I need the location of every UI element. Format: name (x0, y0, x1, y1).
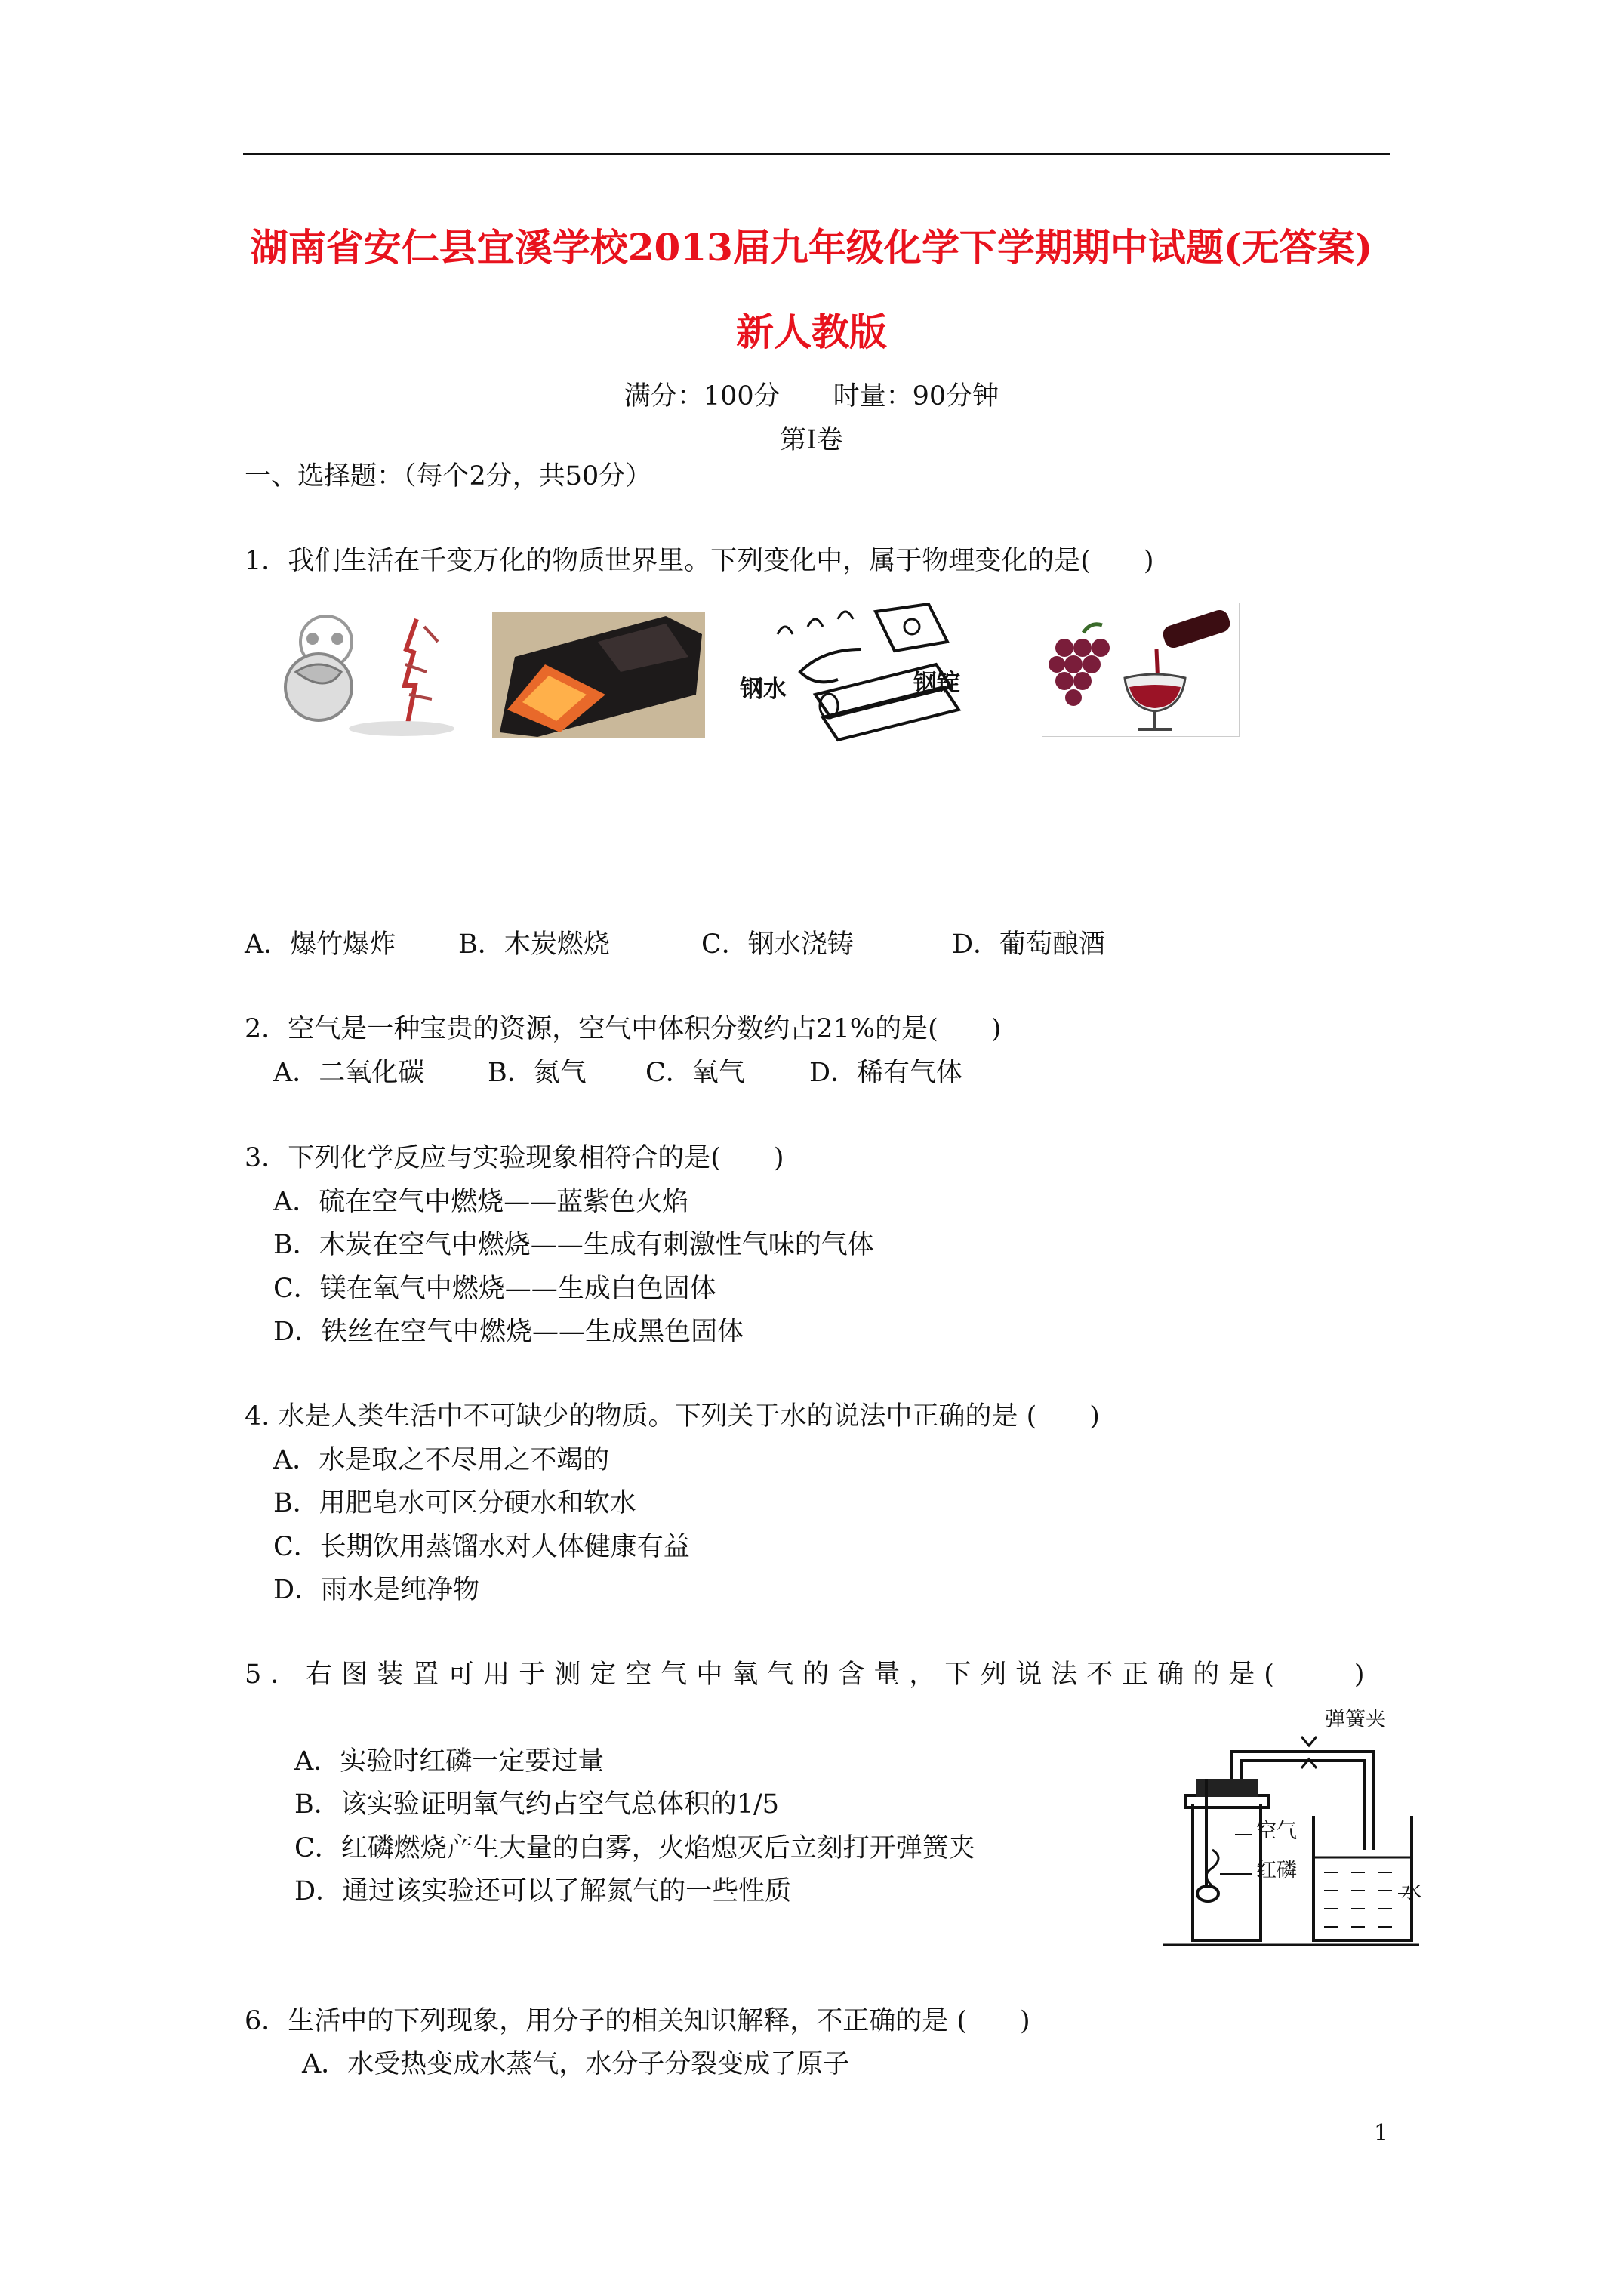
q4-option-c[interactable]: C．长期饮用蒸馏水对人体健康有益 (273, 1532, 690, 1562)
question-6-stem: 6．生活中的下列现象，用分子的相关知识解释，不正确的是 ( ) (245, 2006, 1030, 2036)
red-phosphorus-label: 红磷 (1256, 1859, 1297, 1882)
q5-option-d[interactable]: D．通过该实验还可以了解氮气的一些性质 (294, 1876, 792, 1906)
q3-option-a[interactable]: A．硫在空气中燃烧——蓝紫色火焰 (273, 1187, 689, 1217)
paper-title: 湖南省安仁县宜溪学校2013届九年级化学下学期期中试题(无答案) (250, 225, 1373, 270)
molten-steel-label: 钢水 (740, 676, 787, 703)
q5-option-b[interactable]: B．该实验证明氧气约占空气总体积的1/5 (294, 1789, 780, 1820)
question-1-stem: 1．我们生活在千变万化的物质世界里。下列变化中，属于物理变化的是( ) (245, 546, 1154, 576)
q3-option-c[interactable]: C．镁在氧气中燃烧——生成白色固体 (273, 1274, 716, 1304)
question-2-stem: 2．空气是一种宝贵的资源，空气中体积分数约占21%的是( ) (245, 1014, 1002, 1044)
steel-ingot-label: 钢锭 (913, 670, 960, 697)
spring-clip-label: 弹簧夹 (1325, 1708, 1386, 1731)
q2-option-c[interactable]: C．氧气 (645, 1058, 745, 1088)
volume-label: 第Ⅰ卷 (780, 425, 843, 455)
firecracker-picture (266, 604, 462, 740)
q6-option-a[interactable]: A．水受热变成水蒸气，水分子分裂变成了原子 (302, 2049, 850, 2079)
q4-option-a[interactable]: A．水是取之不尽用之不竭的 (273, 1445, 610, 1475)
q1-option-a[interactable]: A．爆竹爆炸 (245, 929, 396, 960)
q2-option-b[interactable]: B．氮气 (488, 1058, 587, 1088)
air-label: 空气 (1256, 1820, 1297, 1843)
q3-option-b[interactable]: B．木炭在空气中燃烧——生成有刺激性气味的气体 (273, 1230, 874, 1260)
header-rule (243, 153, 1390, 155)
time-limit: 时量：90分钟 (833, 381, 999, 411)
q1-option-d[interactable]: D．葡萄酿酒 (952, 929, 1106, 960)
q1-option-c[interactable]: C．钢水浇铸 (701, 929, 854, 960)
q5-option-a[interactable]: A．实验时红磷一定要过量 (294, 1746, 605, 1777)
q3-option-d[interactable]: D．铁丝在空气中燃烧——生成黑色固体 (273, 1317, 744, 1347)
section-heading: 一、选择题：（每个2分，共50分） (245, 461, 652, 492)
water-label: 水 (1401, 1880, 1421, 1903)
q4-option-d[interactable]: D．雨水是纯净物 (273, 1575, 480, 1605)
paper-title-edition: 新人教版 (736, 310, 887, 354)
charcoal-burning-picture (492, 612, 705, 738)
page-number: 1 (1374, 2120, 1389, 2147)
q4-option-b[interactable]: B．用肥皂水可区分硬水和软水 (273, 1488, 636, 1518)
q2-option-d[interactable]: D．稀有气体 (809, 1058, 963, 1088)
q5-option-c[interactable]: C．红磷燃烧产生大量的白雾，火焰熄灭后立刻打开弹簧夹 (294, 1833, 975, 1863)
full-score: 满分：100分 (624, 381, 781, 411)
question-3-stem: 3．下列化学反应与实验现象相符合的是( ) (245, 1143, 784, 1173)
question-5-stem: 5．右图装置可用于测定空气中氧气的含量，下列说法不正确的是( ) (245, 1660, 1374, 1690)
exam-meta (0, 375, 1623, 413)
q1-option-b[interactable]: B．木炭燃烧 (458, 929, 610, 960)
wine-brewing-picture (1042, 603, 1240, 737)
q2-option-a[interactable]: A．二氧化碳 (273, 1058, 425, 1088)
question-4-stem: 4. 水是人类生活中不可缺少的物质。下列关于水的说法中正确的是 ( ) (245, 1401, 1100, 1432)
